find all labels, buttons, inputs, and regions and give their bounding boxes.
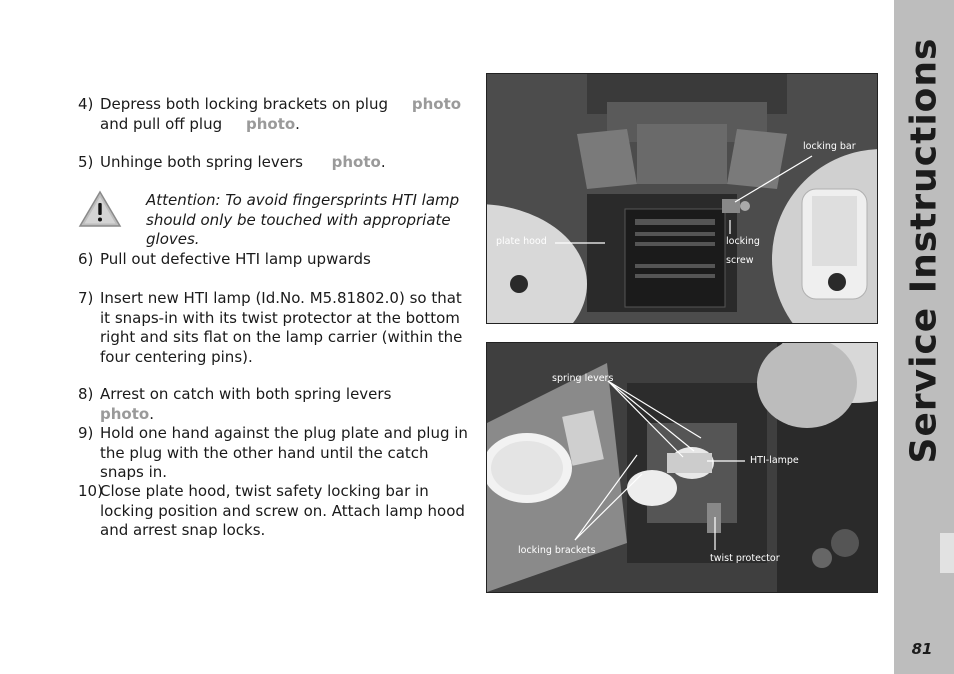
section-tab-marker [940,533,954,573]
label-locking: locking [726,236,760,247]
step-text [100,153,473,173]
step-6 [78,250,473,270]
label-screw: screw [726,255,754,266]
step-text-part: Depress both locking brackets on plug [100,95,393,113]
step-text-part: Arrest on catch with both spring levers [100,385,397,403]
step-text: Insert new HTI lamp (Id.No. M5.81802.0) so that it snaps-in with its twist protector at the bottom right and sits flat on the lamp carrier (within the four centering pins). [100,289,463,366]
step-text: Hold one hand against the plug plate and plug in the plug with the other hand until the catch snaps in. [100,424,468,481]
step-10 [78,482,473,541]
step-text: Pull out defective HTI lamp upwards [100,250,371,268]
step-text [100,95,473,134]
page-number: 81 [911,640,933,658]
attention-notice [78,190,473,248]
photo-reference: photo [331,153,381,171]
step-number: 8) [78,385,94,403]
step-number: 4) [78,95,94,113]
photo-reference: photo [100,404,150,423]
step-5 [78,153,473,173]
step-9 [78,424,473,483]
label-locking-brackets: locking brackets [518,545,596,556]
step-number: 5) [78,153,94,171]
step-number: 6) [78,250,94,268]
step-number: 7) [78,289,94,307]
label-hti-lampe: HTI-lampe [750,455,799,466]
step-number: 10) [78,482,103,500]
warning-triangle-icon [78,190,122,228]
step-text-part: . [380,153,386,171]
step-8 [78,385,473,424]
step-4 [78,95,473,134]
step-text-part: Unhinge both spring levers [100,153,308,171]
photo-plate-hood [486,73,878,324]
photo-lamp-carrier [486,342,878,593]
section-title [894,37,954,463]
step-number: 9) [78,424,94,442]
attention-text: Attention: To avoid fingersprints HTI lamp should only be touched with appropriate gloves. [146,191,460,248]
step-text [100,385,473,424]
step-text-part: . [149,404,154,423]
label-plate-hood: plate hood [496,236,547,247]
photo-plate-hood-drawing [487,74,877,323]
step-text-part: . [295,114,300,133]
label-locking-bar: locking bar [803,141,856,152]
label-spring-levers: spring levers [552,373,614,384]
step-text-part: and pull off plug [100,114,227,133]
step-7 [78,289,473,367]
step-text: Close plate hood, twist safety locking bar in locking position and screw on. Attach lamp hood and arrest snap locks. [100,482,465,539]
photo-reference: photo [411,95,462,113]
label-twist-protector: twist protector [710,553,780,564]
section-title-text: Service Instructions [903,37,945,463]
photo-reference: photo [245,114,296,133]
